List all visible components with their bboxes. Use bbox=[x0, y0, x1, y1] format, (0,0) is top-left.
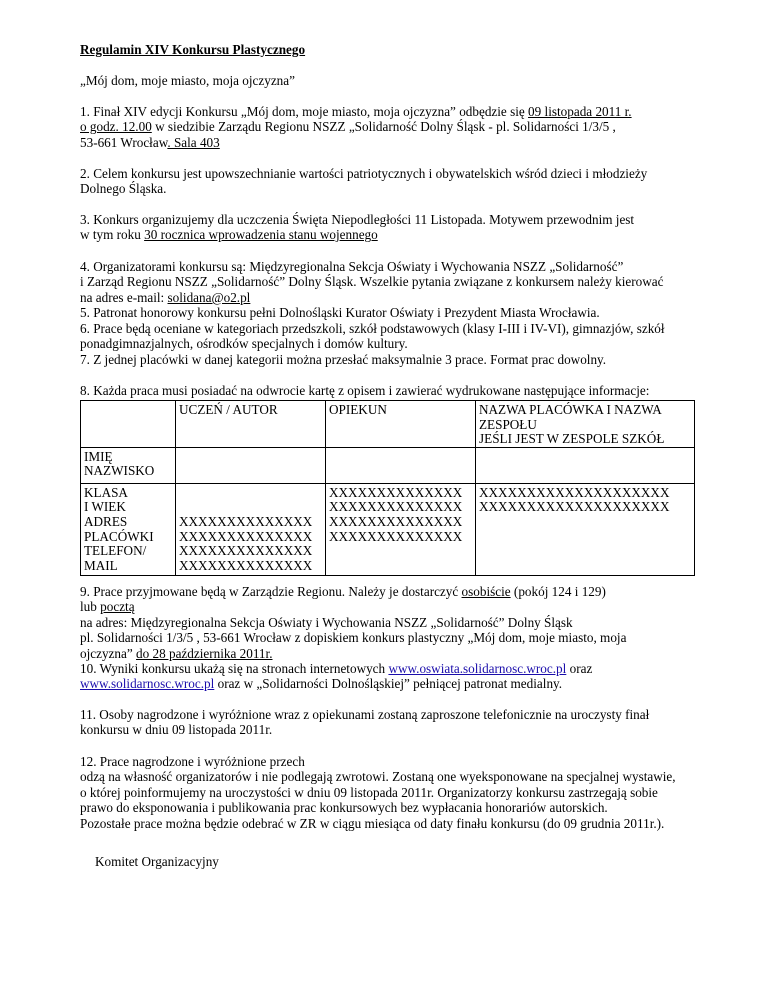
paragraph-7: 7. Z jednej placówki w danej kategorii można przesłać maksymalnie 3 prace. Format prac dowolny. bbox=[80, 352, 607, 367]
row-label-name: IMIĘ NAZWISKO bbox=[81, 447, 176, 483]
row-label-details: KLASA I WIEK ADRES PLACÓWKI TELEFON/ MAIL bbox=[81, 483, 176, 575]
paragraph-3: 3. Konkurs organizujemy dla uczczenia Święta Niepodległości 11 Listopada. Motywem przewodnim jest w tym roku 30 rocznica wprowadzenia stanu wojennego bbox=[80, 212, 635, 243]
signature: Komitet Organizacyjny bbox=[95, 854, 219, 869]
oswiata-website-link[interactable]: www.oswiata.solidarnosc.wroc.pl bbox=[388, 661, 567, 676]
table-header-institution: NAZWA PLACÓWKA I NAZWA ZESPOŁU JEŚLI JEST W ZESPOLE SZKÓŁ bbox=[476, 401, 695, 448]
p1-text: 1. Finał XIV edycji Konkursu „Mój dom, moje miasto, moja ojczyzna” odbędzie się bbox=[80, 104, 529, 119]
table-cell-institution-x: XXXXXXXXXXXXXXXXXXXX XXXXXXXXXXXXXXXXXXXX bbox=[476, 483, 695, 575]
solidarnosc-website-link[interactable]: www.solidarnosc.wroc.pl bbox=[80, 676, 215, 692]
table-cell bbox=[176, 447, 326, 483]
document-title: Regulamin XIV Konkursu Plastycznego bbox=[80, 42, 306, 57]
table-cell bbox=[326, 447, 476, 483]
paragraph-12: 12. Prace nagrodzone i wyróżnione przech odzą na własność organizatorów i nie podlegają zwrotowi. Zostaną one wyeksponowane na specjalnej wystawie, o której poinformujemy na uroczystości w dniu 09 listopada 2011r. Organizatorzy konkursu zastrzegają sobie prawo do eksponowania i publikowania prac konkursowych bez wypłacania honorariów autorskich. Pozostałe prace można będzie odebrać w ZR w ciągu miesiąca od daty finału konkursu (do 09 grudnia 2011r.). bbox=[80, 754, 676, 831]
info-card-table bbox=[80, 400, 695, 576]
paragraph-11: 11. Osoby nagrodzone i wyróżnione wraz z opiekunami zostaną zaproszone telefonicznie na uroczysty finał konkursu w dniu 09 listopada 2011r. bbox=[80, 707, 650, 738]
table-row bbox=[81, 447, 695, 483]
table-cell-empty bbox=[81, 401, 176, 448]
email-link[interactable]: solidana@o2.pl bbox=[167, 289, 251, 305]
paragraph-10: 10. Wyniki konkursu ukażą się na stronach internetowych www.oswiata.solidarnosc.wroc.pl oraz www.solidarnosc.wroc.pl oraz w „Solidarności Dolnośląskiej” pełniącej patronat medialny. bbox=[80, 661, 593, 692]
table-row bbox=[81, 401, 695, 448]
table-header-guardian: OPIEKUN bbox=[326, 401, 476, 448]
paragraph-6: 6. Prace będą oceniane w kategoriach przedszkoli, szkół podstawowych (klasy I-III i IV-VI), gimnazjów, szkół ponadgimnazjalnych, ośrodków specjalnych i domów kultury. bbox=[80, 321, 665, 352]
paragraph-4-5: 4. Organizatorami konkursu są: Międzyregionalna Sekcja Oświaty i Wychowania NSZZ „Solidarność” i Zarząd Regionu NSZZ „Solidarność” Dolny Śląsk. Wszelkie pytania związane z konkursem należy kierować na adres e-mail: solidana@o2.pl 5. Patronat honorowy konkursu pełni Dolnośląski Kurator Oświaty i Prezydent Miasta Wrocławia. bbox=[80, 259, 664, 321]
p1-location: w siedzibie Zarządu Regionu NSZZ „Solidarność Dolny Śląsk - pl. Solidarności 1/3/5 , bbox=[151, 119, 616, 135]
final-room: . Sala 403 bbox=[167, 134, 220, 150]
table-cell-author-x: XXXXXXXXXXXXXX XXXXXXXXXXXXXX XXXXXXXXXXXXXX XXXXXXXXXXXXXX bbox=[176, 483, 326, 575]
p1-city: 53-661 Wrocław bbox=[80, 134, 168, 150]
table-cell bbox=[476, 447, 695, 483]
theme-text: 30 rocznica wprowadzenia stanu wojennego bbox=[144, 227, 378, 243]
paragraph-9: 9. Prace przyjmowane będą w Zarządzie Regionu. Należy je dostarczyć osobiście (pokój 124 i 129) lub pocztą na adres: Międzyregionalna Sekcja Oświaty i Wychowania NSZZ „Solidarność” Dolny Śląsk pl. Solidarności 1/3/5 , 53-661 Wrocław z dopiskiem konkurs plastyczny „Mój dom, moje miasto, moja ojczyzna” do 28 października 2011r. bbox=[80, 584, 627, 661]
document-subtitle: „Mój dom, moje miasto, moja ojczyzna” bbox=[80, 73, 295, 88]
deadline-date: do 28 października 2011r. bbox=[136, 645, 273, 661]
final-time: o godz. 12.00 bbox=[80, 119, 152, 135]
table-row bbox=[81, 483, 695, 575]
paragraph-1 bbox=[80, 104, 632, 150]
paragraph-8: 8. Każda praca musi posiadać na odwrocie kartę z opisem i zawierać wydrukowane następujące informacje: bbox=[80, 383, 650, 398]
final-date: 09 listopada 2011 r. bbox=[528, 104, 632, 119]
paragraph-2: 2. Celem konkursu jest upowszechnianie wartości patriotycznych i obywatelskich wśród dzieci i młodzieży Dolnego Śląska. bbox=[80, 166, 648, 197]
table-header-author: UCZEŃ / AUTOR bbox=[176, 401, 326, 448]
table-cell-guardian-x: XXXXXXXXXXXXXX XXXXXXXXXXXXXX XXXXXXXXXXXXXX XXXXXXXXXXXXXX bbox=[326, 483, 476, 575]
